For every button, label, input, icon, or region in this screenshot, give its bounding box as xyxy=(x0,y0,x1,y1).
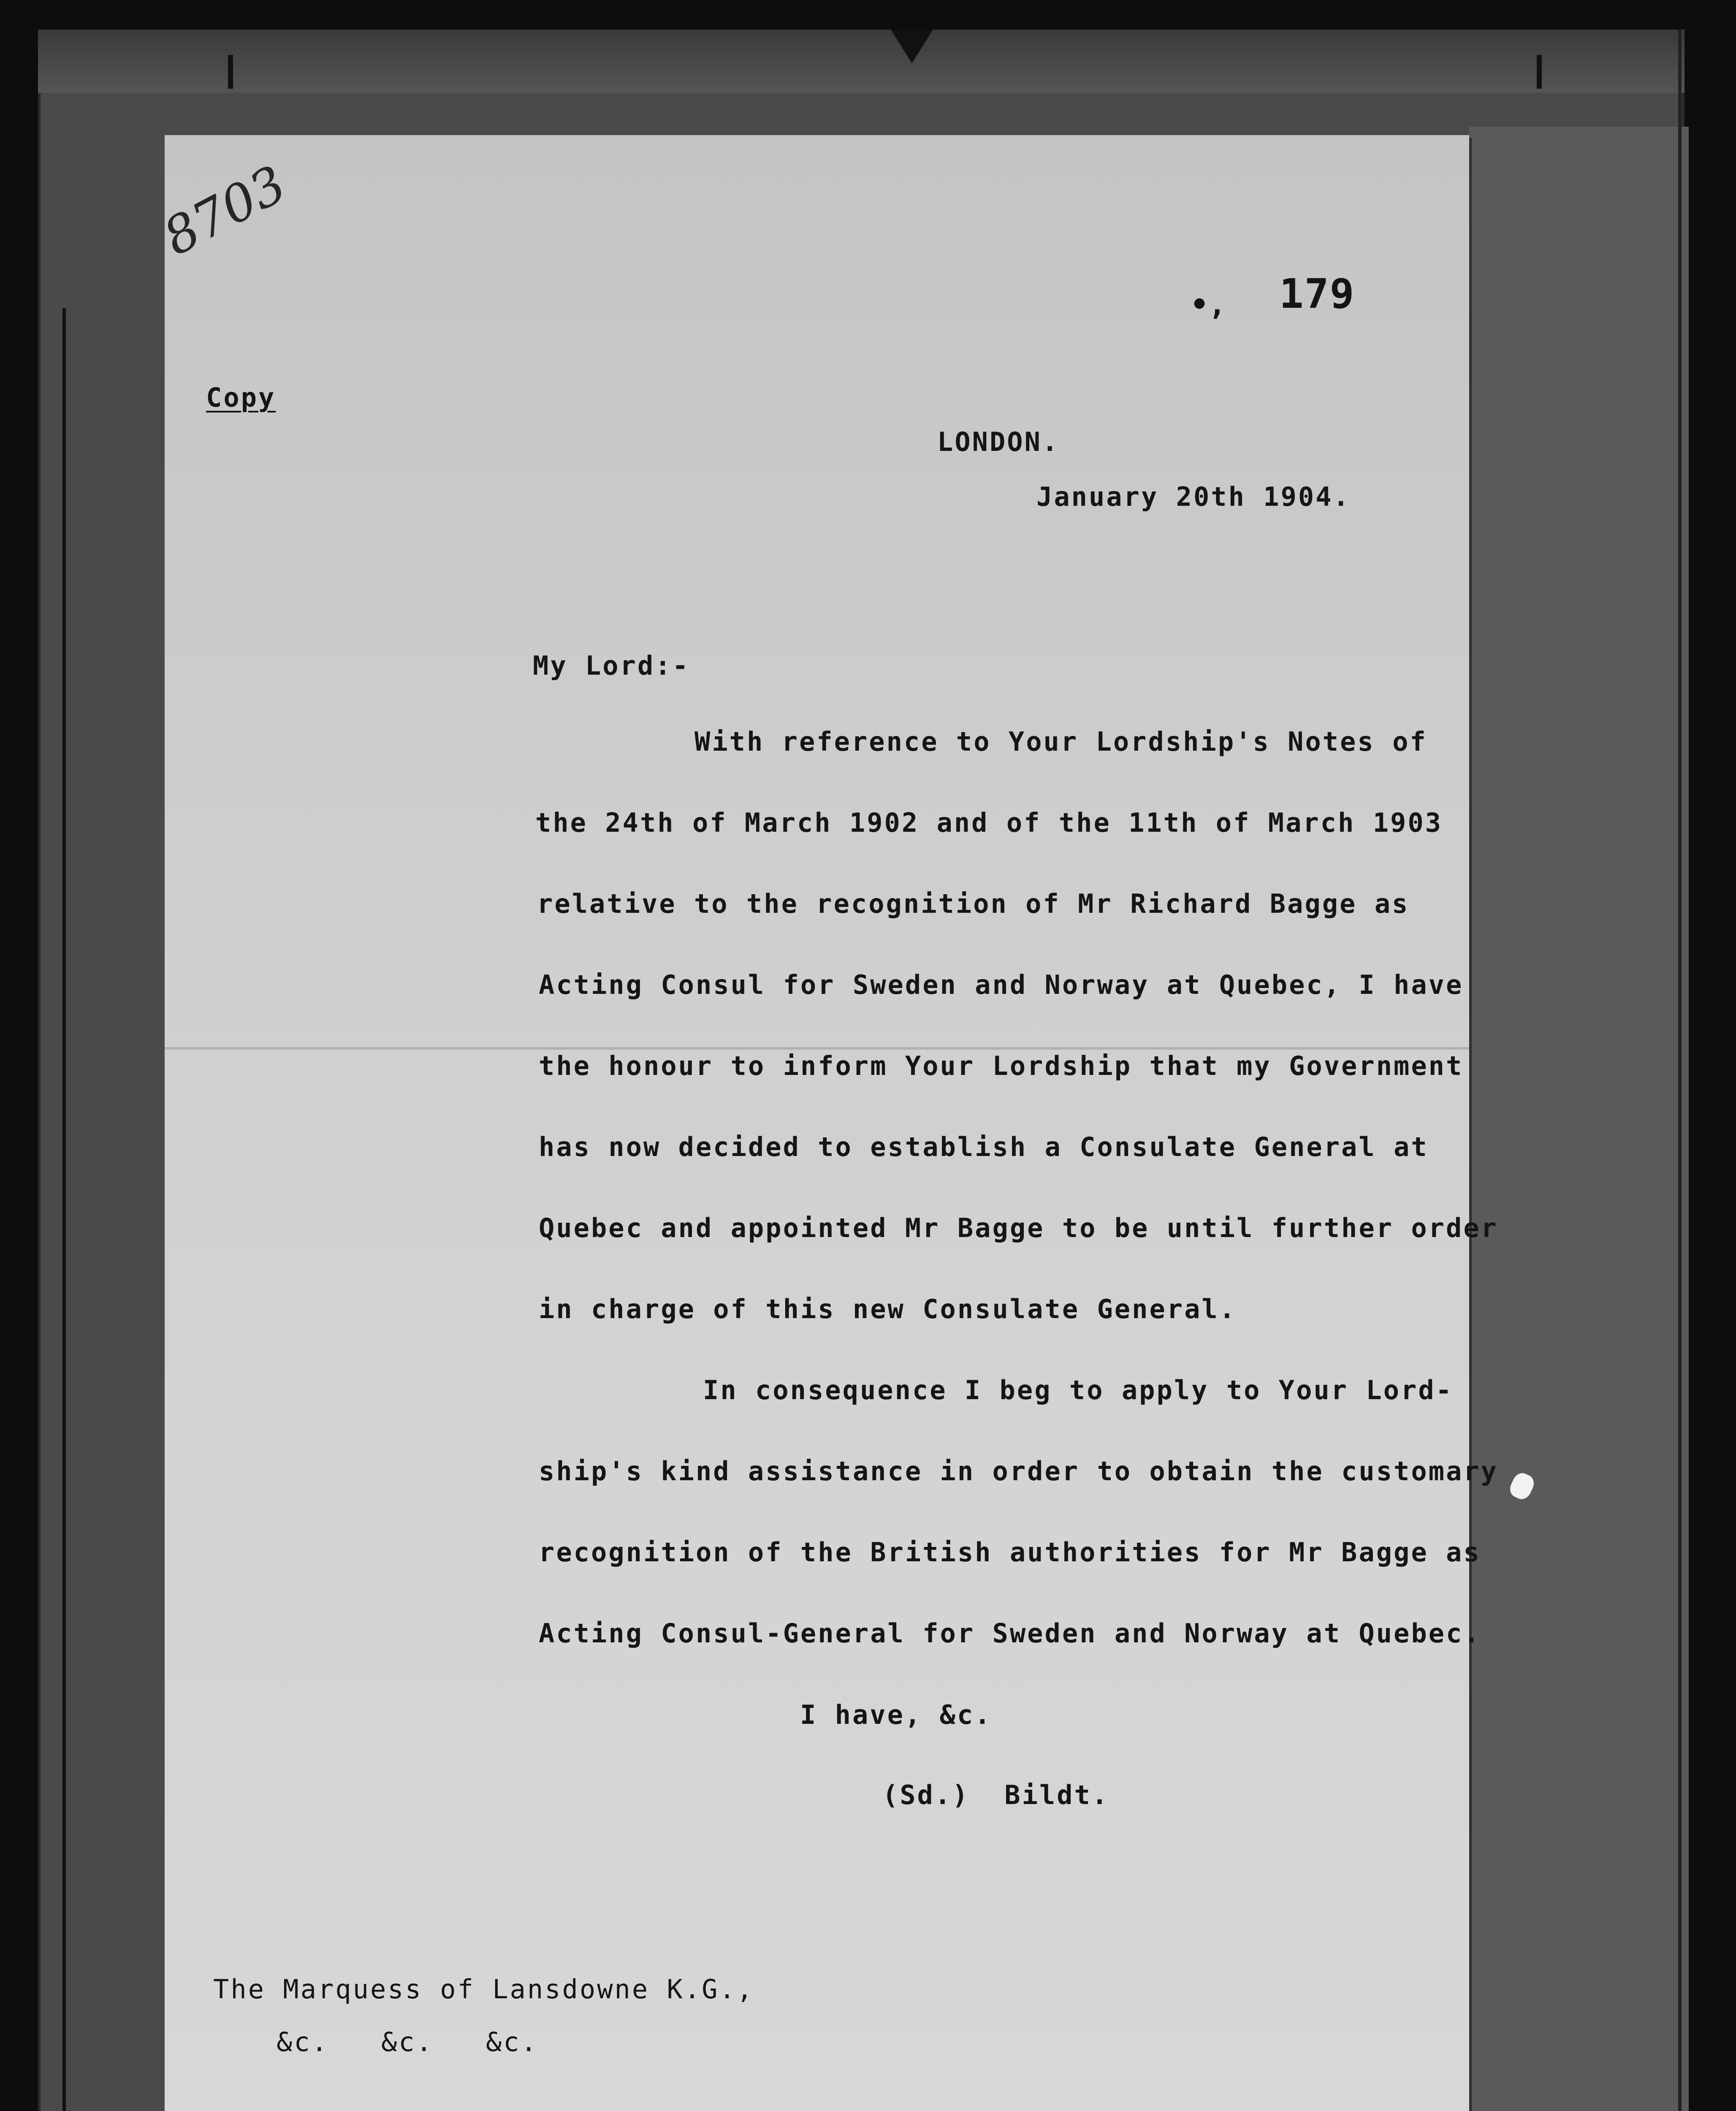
copy-label: Copy xyxy=(206,382,276,413)
film-top-band xyxy=(38,30,1684,93)
folio-number: 179 xyxy=(1279,270,1355,317)
body-line: the 24th of March 1902 and of the 11th of March 1903 xyxy=(535,807,1443,838)
folio-marks: •, xyxy=(1191,287,1226,322)
addressee: The Marquess of Lansdowne K.G., xyxy=(213,1974,754,2005)
film-right-rule xyxy=(1678,30,1682,2111)
body-line: the honour to inform Your Lordship that my Government xyxy=(539,1050,1464,1081)
handwritten-note: 8703 xyxy=(154,155,296,267)
addressee-etc: &c. &c. &c. xyxy=(277,2027,538,2057)
letter-place: LONDON. xyxy=(937,426,1060,457)
salutation: My Lord:- xyxy=(533,650,690,681)
body-line: Acting Consul for Sweden and Norway at Quebec, I have xyxy=(539,969,1464,1000)
body-line: has now decided to establish a Consulate General at xyxy=(539,1131,1429,1162)
film-registration-mark-right xyxy=(1537,55,1542,89)
body-line: Quebec and appointed Mr Bagge to be until further order xyxy=(539,1213,1498,1243)
film-left-rule xyxy=(62,308,66,2111)
body-line: In consequence I beg to apply to Your Lord- xyxy=(703,1375,1454,1406)
film-right-strip xyxy=(1469,127,1689,2111)
film-registration-mark-left xyxy=(228,55,233,89)
document-sheet xyxy=(165,135,1469,2111)
body-line: Acting Consul-General for Sweden and Norway at Quebec. xyxy=(539,1618,1481,1649)
signature: (Sd.) Bildt. xyxy=(882,1780,1109,1810)
letter-date: January 20th 1904. xyxy=(1036,481,1351,512)
body-line: ship's kind assistance in order to obtain the customary xyxy=(539,1456,1498,1487)
body-line: relative to the recognition of Mr Richard Bagge as xyxy=(537,888,1410,919)
film-notch xyxy=(891,30,933,63)
body-line: recognition of the British authorities for Mr Bagge as xyxy=(539,1537,1481,1568)
body-line: in charge of this new Consulate General. xyxy=(539,1294,1237,1324)
closing: I have, &c. xyxy=(800,1699,992,1730)
body-line: With reference to Your Lordship's Notes of xyxy=(694,726,1427,757)
